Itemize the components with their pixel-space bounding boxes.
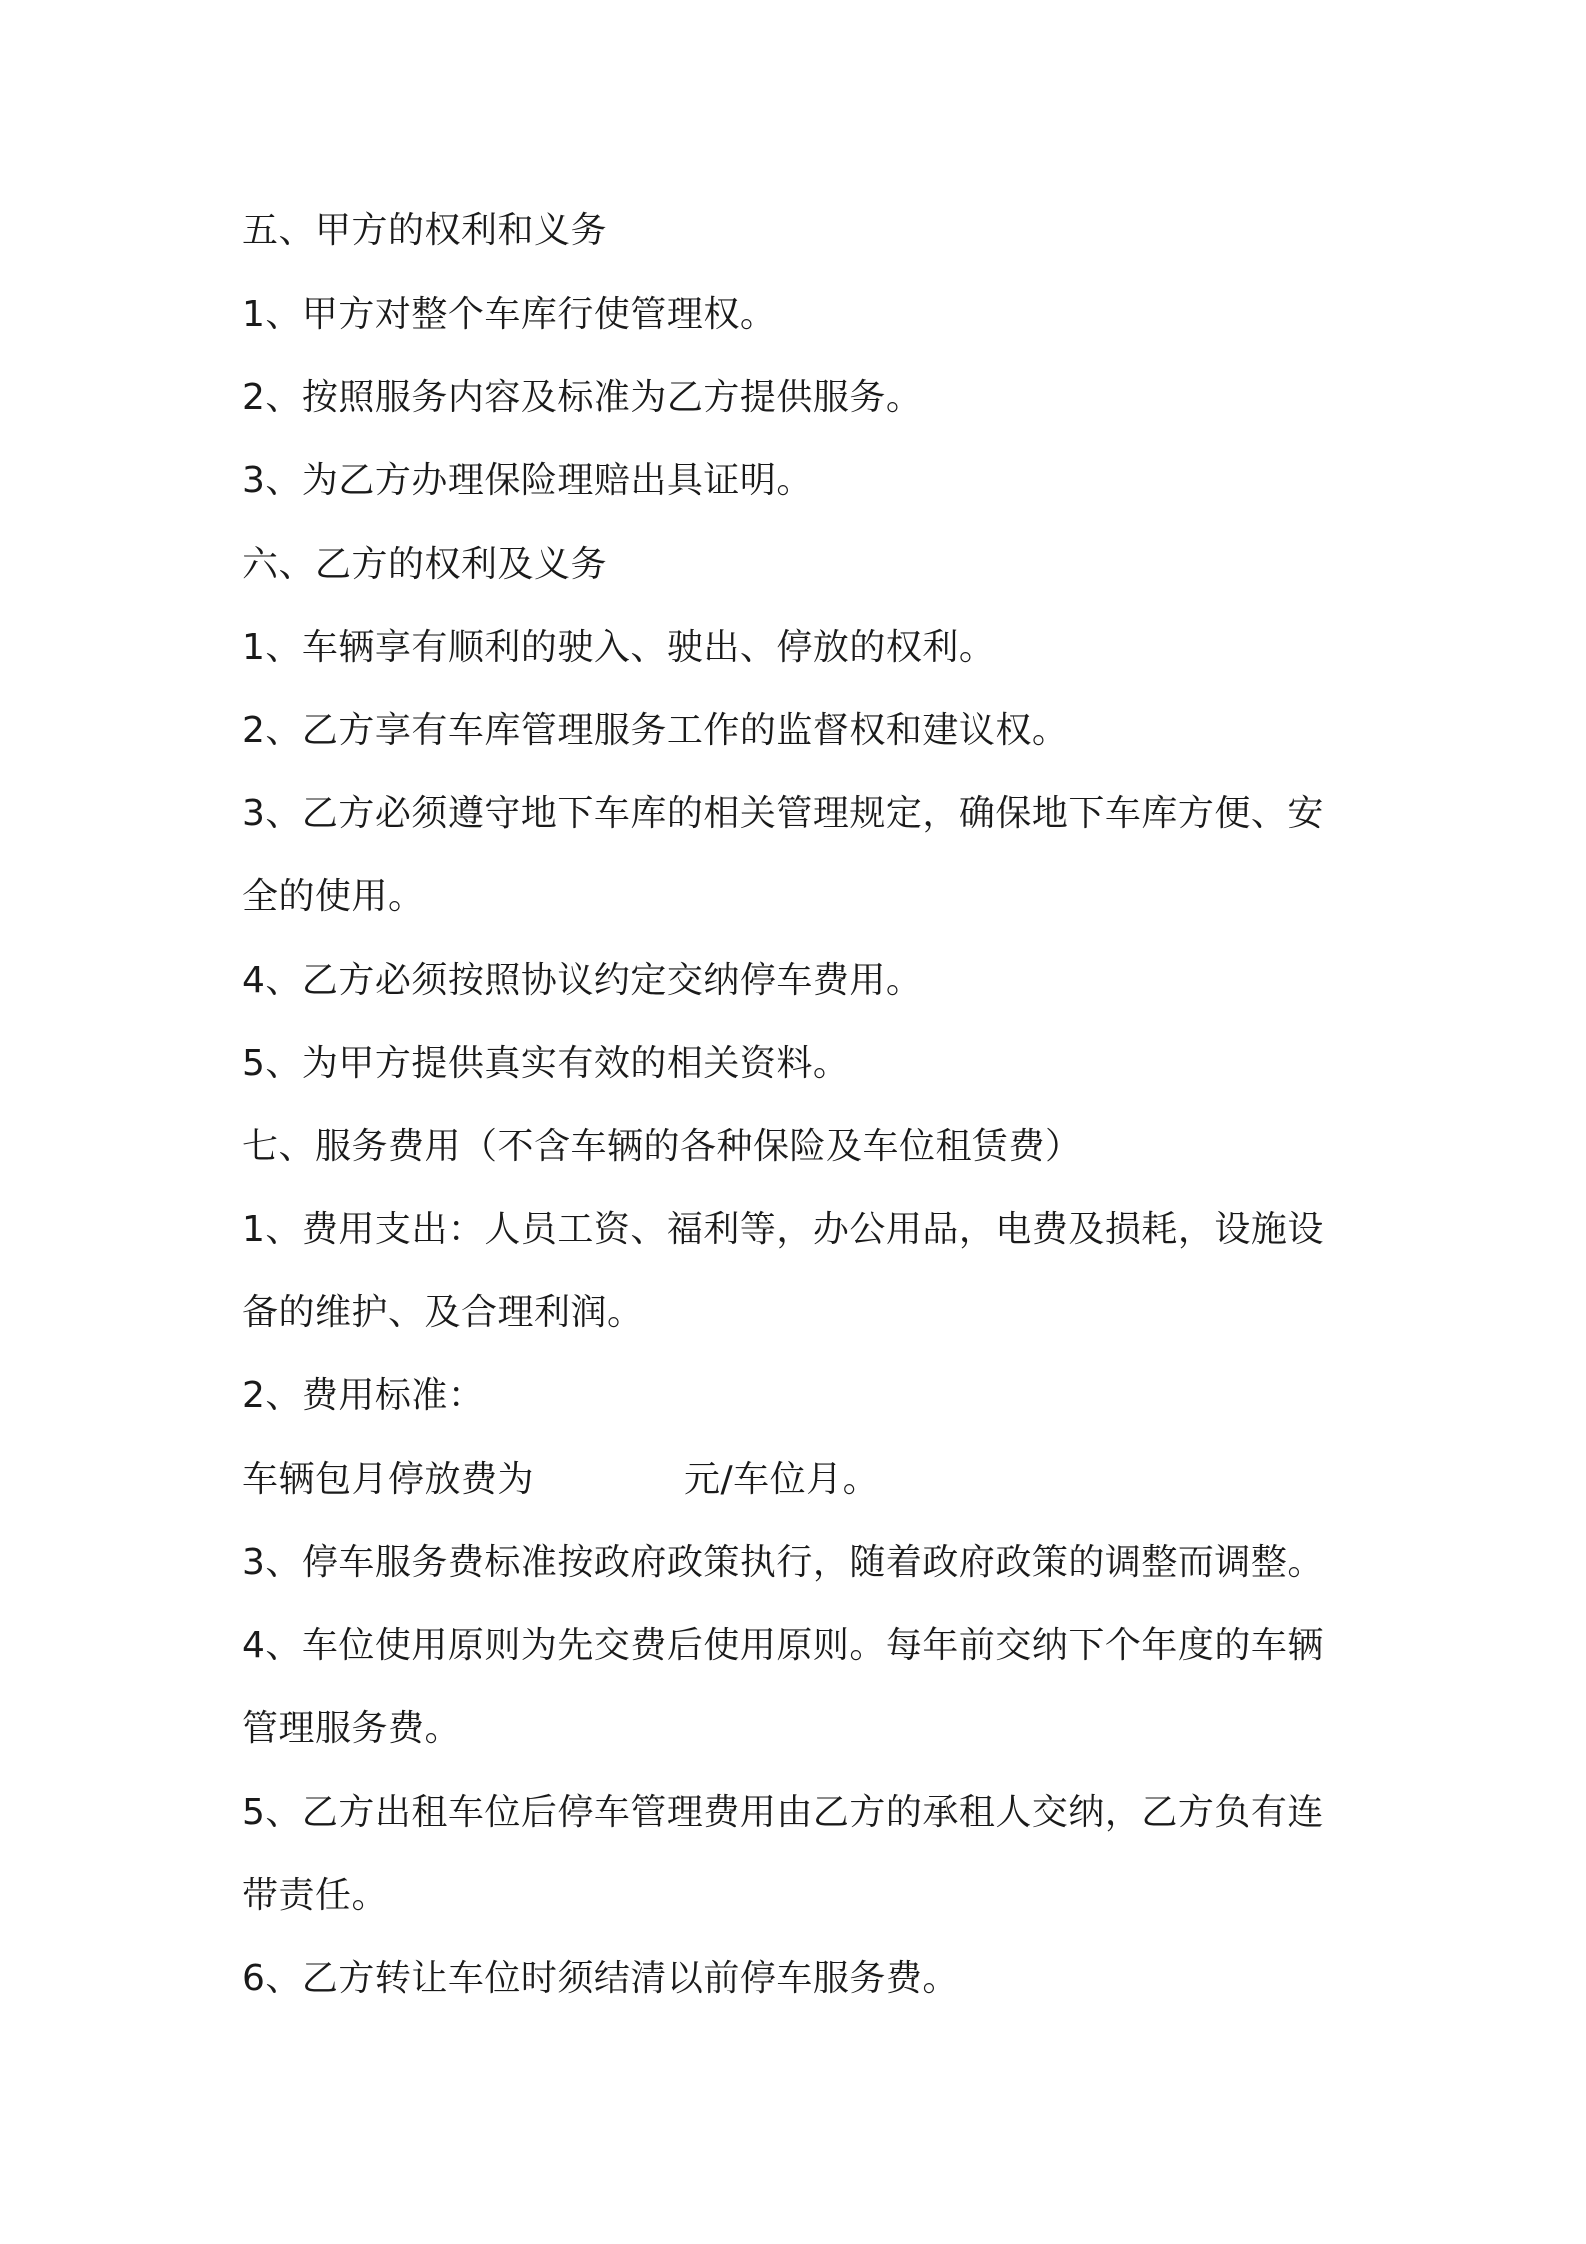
- clause-5-3: 3、为乙方办理保险理赔出具证明。: [242, 460, 813, 501]
- clause-7-1-line-1: 1、费用支出：人员工资、福利等，办公用品，电费及损耗，设施设: [242, 1209, 1324, 1250]
- fee-suffix: 元/车位月。: [684, 1459, 880, 1500]
- section-heading-6: 六、乙方的权利及义务: [242, 544, 608, 585]
- clause-5-1: 1、甲方对整个车库行使管理权。: [242, 294, 777, 335]
- clause-7-4-line-2: 管理服务费。: [242, 1708, 462, 1749]
- clause-6-3-line-1: 3、乙方必须遵守地下车库的相关管理规定，确保地下车库方便、安: [242, 793, 1324, 834]
- clause-6-3-line-2: 全的使用。: [242, 876, 425, 917]
- clause-7-5-line-2: 带责任。: [242, 1875, 389, 1916]
- clause-6-5: 5、为甲方提供真实有效的相关资料。: [242, 1043, 850, 1084]
- section-heading-7: 七、服务费用（不含车辆的各种保险及车位租赁费）: [242, 1126, 1082, 1167]
- clause-6-1: 1、车辆享有顺利的驶入、驶出、停放的权利。: [242, 627, 996, 668]
- clause-6-2: 2、乙方享有车库管理服务工作的监督权和建议权。: [242, 710, 1069, 751]
- clause-7-6: 6、乙方转让车位时须结清以前停车服务费。: [242, 1958, 959, 1999]
- clause-7-5-line-1: 5、乙方出租车位后停车管理费用由乙方的承租人交纳，乙方负有连: [242, 1792, 1324, 1833]
- clause-7-4-line-1: 4、车位使用原则为先交费后使用原则。每年前交纳下个年度的车辆: [242, 1625, 1324, 1666]
- clause-6-4: 4、乙方必须按照协议约定交纳停车费用。: [242, 960, 923, 1001]
- monthly-parking-fee-line: [242, 1456, 1362, 1504]
- clause-5-2: 2、按照服务内容及标准为乙方提供服务。: [242, 377, 923, 418]
- fee-prefix: 车辆包月停放费为: [242, 1459, 535, 1500]
- clause-7-3: 3、停车服务费标准按政府政策执行，随着政府政策的调整而调整。: [242, 1542, 1324, 1583]
- section-heading-5: 五、甲方的权利和义务: [242, 210, 608, 251]
- clause-7-2: 2、费用标准：: [242, 1375, 485, 1416]
- clause-7-1-line-2: 备的维护、及合理利润。: [242, 1292, 644, 1333]
